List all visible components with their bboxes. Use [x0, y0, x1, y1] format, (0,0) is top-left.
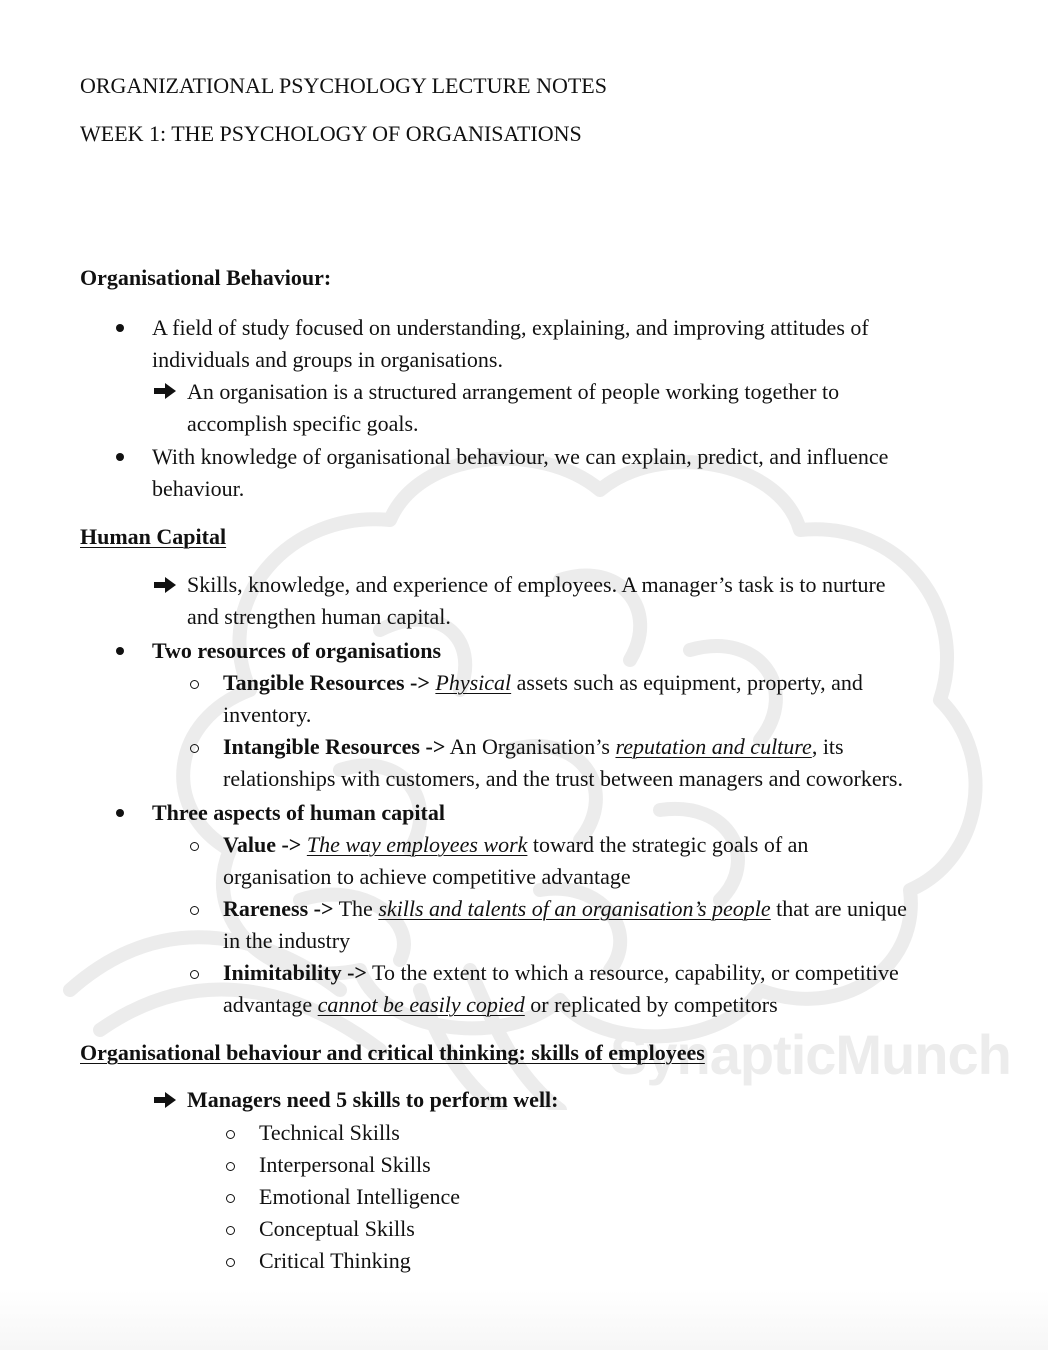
sub-bullet-icon	[190, 906, 199, 915]
sub-item-rareness	[223, 893, 907, 925]
sub-item-continued: in the industry	[223, 928, 351, 953]
arrow-right-icon	[153, 382, 177, 400]
bullet-icon	[116, 453, 124, 461]
list-item-two-resources: Two resources of organisations	[152, 638, 442, 663]
arrow-right-icon	[153, 576, 177, 594]
arrow-item-continued: accomplish specific goals.	[187, 411, 419, 436]
text: or replicated by competitors	[524, 992, 778, 1017]
list-item-continued: individuals and groups in organisations.	[152, 347, 503, 372]
text: advantage	[223, 992, 318, 1017]
bullet-icon	[116, 324, 124, 332]
text: To the extent to which a resource, capability, or competitive	[366, 960, 899, 985]
sub-bullet-icon	[226, 1162, 235, 1171]
arrow-item-continued: and strengthen human capital.	[187, 604, 451, 629]
skill-item: Interpersonal Skills	[259, 1152, 431, 1177]
sub-bullet-icon	[226, 1194, 235, 1203]
bullet-icon	[116, 809, 124, 817]
skill-item: Conceptual Skills	[259, 1216, 415, 1241]
sub-item-inimitability	[223, 957, 899, 989]
term: Value ->	[223, 832, 302, 857]
emphasis: Physical	[435, 670, 512, 695]
section-heading-critical-thinking: Organisational behaviour and critical thinking: skills of employees	[80, 1040, 705, 1065]
sub-bullet-icon	[190, 744, 199, 753]
list-item-three-aspects: Three aspects of human capital	[152, 800, 445, 825]
page-bottom-shade	[0, 1290, 1048, 1350]
list-item: A field of study focused on understanding, explaining, and improving attitudes of	[152, 315, 869, 340]
skill-item: Emotional Intelligence	[259, 1184, 460, 1209]
arrow-item-managers-skills: Managers need 5 skills to perform well:	[187, 1087, 559, 1112]
sub-item-value	[223, 829, 808, 861]
emphasis: skills and talents of an organisation’s people	[378, 896, 771, 921]
text: The	[333, 896, 379, 921]
term: Tangible Resources ->	[223, 670, 430, 695]
sub-bullet-icon	[190, 842, 199, 851]
arrow-item: Skills, knowledge, and experience of employees. A manager’s task is to nurture	[187, 572, 886, 597]
week-title: WEEK 1: THE PSYCHOLOGY OF ORGANISATIONS	[80, 121, 582, 146]
sub-item-intangible	[223, 731, 844, 763]
sub-item-continued	[223, 989, 778, 1021]
skill-item: Critical Thinking	[259, 1248, 411, 1273]
sub-bullet-icon	[190, 680, 199, 689]
sub-bullet-icon	[226, 1130, 235, 1139]
section-heading-organisational-behaviour: Organisational Behaviour:	[80, 265, 332, 290]
watermark-brand: SynapticMunch	[610, 1023, 1011, 1086]
sub-item-tangible	[223, 667, 863, 699]
text: An Organisation’s	[445, 734, 616, 759]
term: Inimitability ->	[223, 960, 367, 985]
term: Rareness ->	[223, 896, 334, 921]
sub-item-continued: organisation to achieve competitive advantage	[223, 864, 631, 889]
sub-bullet-icon	[190, 970, 199, 979]
sub-bullet-icon	[226, 1258, 235, 1267]
sub-bullet-icon	[226, 1226, 235, 1235]
emphasis: The way employees work	[306, 832, 528, 857]
arrow-right-icon	[153, 1091, 177, 1109]
text: , its	[811, 734, 844, 759]
section-heading-human-capital: Human Capital	[80, 524, 227, 549]
emphasis: reputation and culture	[615, 734, 812, 759]
sub-item-continued: relationships with customers, and the trust between managers and coworkers.	[223, 766, 903, 791]
text: that are unique	[770, 896, 907, 921]
skill-item: Technical Skills	[259, 1120, 400, 1145]
list-item: With knowledge of organisational behaviour, we can explain, predict, and influence	[152, 444, 889, 469]
emphasis: cannot be easily copied	[317, 992, 525, 1017]
bullet-icon	[116, 647, 124, 655]
list-item-continued: behaviour.	[152, 476, 245, 501]
arrow-item: An organisation is a structured arrangement of people working together to	[187, 379, 840, 404]
document-title: ORGANIZATIONAL PSYCHOLOGY LECTURE NOTES	[80, 73, 607, 98]
text: toward the strategic goals of an	[527, 832, 809, 857]
term: Intangible Resources ->	[223, 734, 446, 759]
text: assets such as equipment, property, and	[511, 670, 863, 695]
sub-item-continued: inventory.	[223, 702, 312, 727]
